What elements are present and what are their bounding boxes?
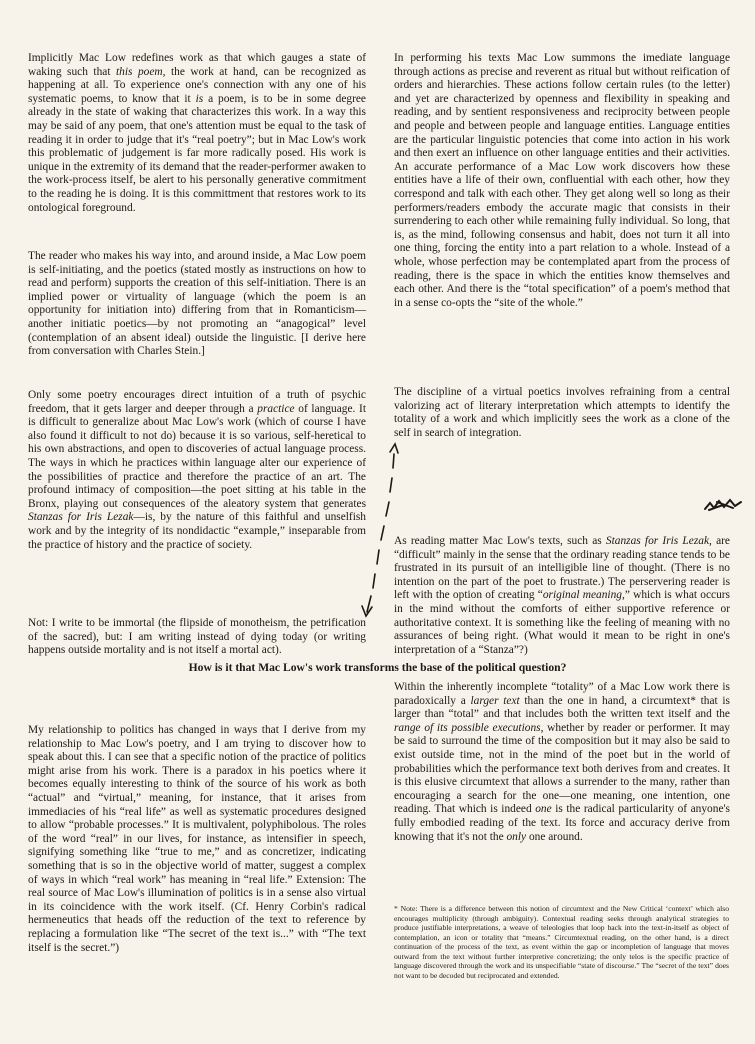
paragraph-text (28, 617, 366, 658)
text-run: The discipline of a virtual poetics involves refraining from a central valorizing act of literary interpretation which attempts to identify the totality of a work and which implicitly sees the work as a clone of the self in search of integration. (394, 386, 730, 439)
paragraph-performing (394, 52, 730, 310)
italic-text: Stanzas for Iris Lezak, (605, 535, 712, 547)
paragraph-text (28, 724, 366, 955)
text-run: whether by reader or performer. It may be said to surround the time of the composition but it may also be said to exist outside time, not in the mind of the poet but in the world of probabilities which the performance text both derives from and creates. It is this elusive circumtext that allows a surrender to the many, rather than encouraging a search for the one—one meaning, one intention, one reading. That which is indeed (394, 721, 730, 816)
italic-text: larger text (470, 694, 520, 707)
ink-scribble (703, 496, 745, 514)
paragraph-text (28, 389, 366, 552)
section-heading: How is it that Mac Low's work transforms the base of the political question? (188, 661, 567, 674)
paragraph-text (394, 681, 730, 844)
text-run: ,” which is what occurs in the mind without the comforts of either supportive reference or authoritative context. It is something like the feeling of meaning with no assurances of being right. (What would it mean to be right in one's interpretation of a “Stanza”?) (394, 589, 730, 656)
paragraph-politics (28, 724, 366, 955)
text-run: Implicitly Mac Low redefines work as that which gauges a state of waking such that (28, 52, 366, 78)
paragraph-text (28, 250, 366, 359)
text-run: Only some poetry encourages direct intuition of a truth of psychic freedom, that it gets larger and deeper through a (28, 389, 366, 415)
italic-text: only (506, 830, 527, 843)
italic-text: practice (257, 402, 295, 415)
text-run: are “difficult” mainly in the sense that the ordinary reading stance tends to be frustrated in its pursuit of an intelligible line of thought. (There is no intention on the part of the poet to frustrate.) The perservering reader is left with the option of creating “ (394, 535, 730, 602)
paragraph-text (394, 52, 730, 310)
paragraph-circumtext (394, 681, 730, 844)
paragraph-self-initiating (28, 250, 366, 359)
paragraph-text (394, 535, 730, 657)
paragraph-text (28, 52, 366, 215)
text-run: the work at hand, can be recognized as happening at all. To experience one's connection with any one of his systematic poems, to know that it (28, 65, 366, 105)
text-run: My relationship to politics has changed in ways that I derive from my relationship to Mac Low's poetry, and I am trying to discover how to speak about this. I can see that a specific notion of the practice of politics might arise from his work. There is a paradox in his poetics where it becomes equally interesting to think of the source of his work as both “actual” and “virtual,” meaning, for instance, that it arises from immediacies of his “real life” as well as systematic procedures designed to allow “probable processes.” It is multivalent, polyphibolous. The roles of the word “real” in our lives, for instance, as intensifier in speech, signifying something like “true to me,” and as concretizer, indicating something that is so in the objective world of matter, suggest a complex of ways in which “real work” has meaning in “real life.” Extension: The real source of Mac Low's illumination of politics is in a sense also virtual in its coincidence with the work itself. (Cf. Henry Corbin's radical hermeneutics that heads off the reduction of the text to reference by replacing a formulation like “The secret of the text is...” with “The text itself is the secret.”) (28, 724, 366, 954)
italic-text: is (195, 92, 204, 105)
text-run: one around. (526, 830, 583, 843)
text-run: of language. It is difficult to generalize about Mac Low's work (which of course I have also found it difficult to not do) because it is so various, self-heretical to his own abstractions, and open to discoveries of actual language process. The ways in which he practices within language alter our experience of the possibilities of practice and therefore the practice of an art. The profound intimacy of composition—the poet sitting at his table in the Bronx, playing out consequences of the aleatory system that generates (28, 402, 367, 510)
paragraph-text (394, 386, 730, 440)
paragraph-immortal (28, 617, 366, 658)
italic-text: original meaning (542, 589, 622, 602)
italic-text: one (535, 803, 552, 816)
hand-drawn-arrow (350, 440, 400, 625)
footnote: * Note: There is a difference between this notion of circumtext and the New Critical ‘context’ which also encourages multiplicity (through ambiguity). Contextual reading seeks through analytical strategies to produce justifiable interpretations, a weave of teleologies that loop back into the text-in-itself as object of contemplation, an icon or totality that “means.” Circumtextual reading, on the other hand, is a direct continuation of the process of the text, as event within the gap or incompletion of language that moves outward from the text without further interpretive concretizing; the only telos is the specific practice of language discovered through the work and its unspecifiable “state of discourse.” The “secret of the text” does not want to be decoded but reciprocated and extended. (394, 904, 729, 980)
text-run: —is, by the nature of this faithful and unselfish work and by the integrity of its nondidactic “example,” inseparable from the practice of history and the practice of society. (28, 511, 367, 551)
text-run: than the one in hand, a circumtext* that is larger than “total” and that includes both the written text itself and the (394, 694, 730, 721)
italic-text: range of its possible executions, (394, 721, 544, 734)
paragraph-waking (28, 52, 366, 215)
text-run: a poem, is to be in some degree already in the state of waking that characterizes this work. In a way this may be said of any poem, that one's attention must be equal to the task of reading it in order to judge that it's “real poetry”; but in Mac Low's work this problematic of judgement is far more radically posed. His work is unique in the extremity of its demand that the reader-performer awaken to the work-process itself, be alert to his personally generative commitment to the reading he is doing. It is this committment that restores work to its ontological foreground. (28, 92, 366, 214)
paragraph-psychic-freedom (28, 389, 366, 552)
paragraph-virtual-poetics (394, 386, 730, 440)
text-run: In performing his texts Mac Low summons the imediate language through actions as precise and reverent as ritual but without reification of orders and hierarchies. These actions follow certain rules (to the letter) and yet are characterized by openness and flexibility in speaking and reading, and by sentient responsiveness and reciprocity between people and people and between people and language entities. Language entities are the particular linguistic potencies that come into action in his work and then exert an influence on other language entities and their activities. An accurate performance of a Mac Low work discovers how these entities have a life of their own, confluential with each other, how they correspond and talk with each other. They get along well so long as their performers/readers embody the accurate magic that consists in their surrendering to each other while remaining fully individual. So long, that is, as the mind, following consensus and habit, does not turn it all into one thing, forcing the entity into a part relation to a whole. Instead of a whole, whose perfection may be contemplated apart from the process of reading, there is the space in which the entities know themselves and each other. And there is the “total specification” of a poem's method that in a sense co-opts the “site of the whole.” (394, 52, 730, 309)
italic-text: Stanzas for Iris Lezak (28, 511, 134, 524)
text-run: Not: I write to be immortal (the flipside of monotheism, the petrification of the sacred), but: I am writing instead of dying today (or writing happens outside mortality and is not itself a mortal act). (28, 617, 366, 657)
paragraph-reading-matter (394, 535, 730, 657)
text-run: is the radical particularity of anyone's fully embodied reading of the text. Its force and accuracy derive from knowing that it's not the (394, 803, 730, 843)
text-run: Within the inherently incomplete “totality” of a Mac Low work there is paradoxically a (394, 681, 730, 707)
italic-text: this poem, (115, 65, 166, 78)
text-run: As reading matter Mac Low's texts, such as (394, 535, 606, 547)
text-run: The reader who makes his way into, and around inside, a Mac Low poem is self-initiating, and the poetics (stated mostly as instructions on how to read and perform) supports the creation of this self-initiation. There is an implied power or virtuality of language (which the poem is an opportunity for initiation into) differing from that in Romanticism—another initiatic poetics—by not promoting an “anagogical” level (contemplation of an absent ideal) outside the linguistic. [I derive here from conversation with Charles Stein.] (28, 250, 366, 358)
